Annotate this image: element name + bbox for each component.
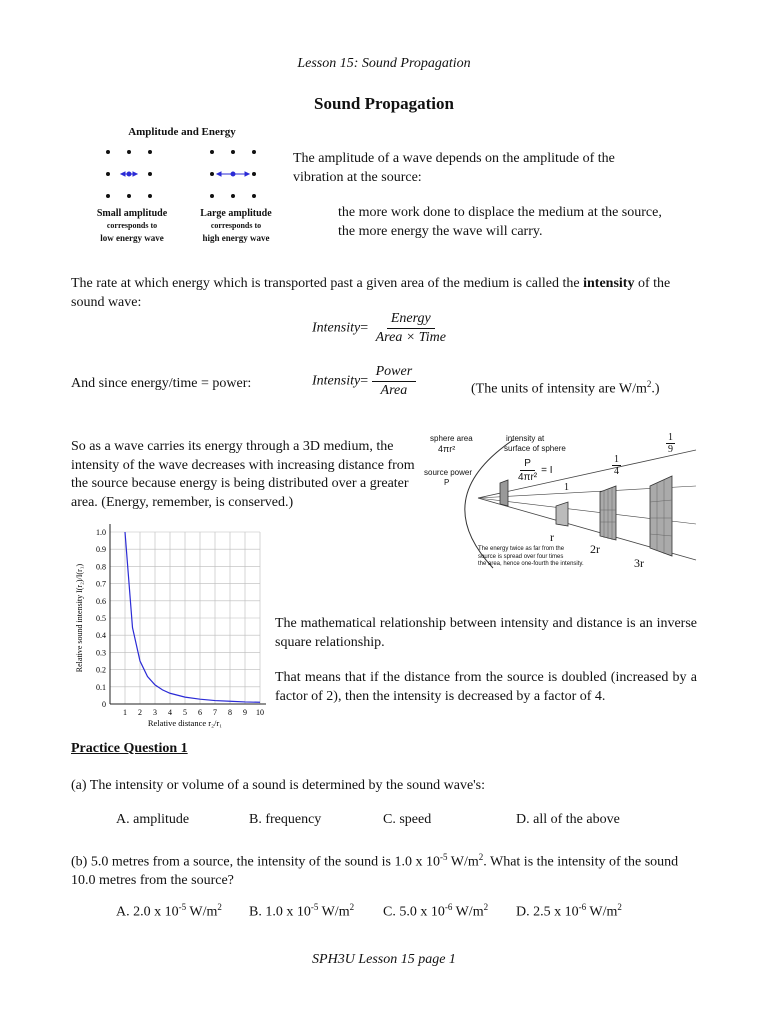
work-text: the more work done to displace the medium at the source, the more energy the wave will carry.: [338, 205, 662, 239]
y-tick-label: 0.2: [96, 665, 106, 675]
qb-option-a[interactable]: A. 2.0 x $10^{-5}$ $W/m^2$: [116, 902, 222, 920]
qa-option-d[interactable]: D. all of the above: [516, 812, 620, 827]
qb-option-b[interactable]: B. 1.0 x $10^{-5}$ $W/m^2$: [249, 902, 355, 920]
2r-label: 2r: [590, 542, 600, 556]
y-tick-label: 0.1: [96, 682, 106, 692]
y-tick-label: 0.9: [96, 545, 106, 555]
intensity-power-equation: Intensity= $\frac{\text{Power}}{\text{Area}}$: [312, 364, 416, 399]
surface-of-sphere-label: surface of sphere: [504, 444, 566, 453]
x-tick-label: 1: [123, 708, 127, 717]
y-tick-label: 0.7: [96, 579, 106, 589]
x-tick-label: 4: [168, 708, 172, 717]
amplitude-figure: [92, 126, 282, 250]
y-tick-label: 0.5: [96, 614, 106, 623]
intensity-distance-chart: [72, 520, 272, 736]
y-tick-label: 0.4: [96, 631, 106, 641]
energy-note: The energy twice as far from the source is spread over four times the area, hence one-fourth the intensity.: [478, 546, 584, 567]
practice-title: Practice Question 1: [71, 741, 188, 756]
spread-text: So as a wave carries its energy through a 3D medium, the intensity of the wave decreases with increasing distance from the source because energy is being distributed over a greater area. (Energy, remember, is conserved.): [71, 439, 415, 510]
qb-option-d[interactable]: D. 2.5 x $10^{-6}$ $W/m^2$: [516, 902, 622, 920]
x-tick-label: 9: [243, 708, 247, 717]
x-tick-label: 8: [228, 708, 232, 717]
x-axis-label: Relative distance r₂/r₁: [147, 718, 223, 728]
qa-option-a[interactable]: A. amplitude: [116, 812, 190, 827]
page-footer: SPH3U Lesson 15 page 1: [312, 952, 456, 967]
small-amplitude-caption: Small amplitude corresponds to low energy wave: [96, 208, 168, 243]
sphere-spreading-figure: [418, 428, 698, 578]
y-tick-label: 0.6: [96, 596, 106, 606]
units-note: (The units of intensity are $W/m^2$.): [471, 379, 660, 397]
page-title: Sound Propagation: [314, 94, 454, 113]
intensity-at-label: intensity at: [506, 434, 545, 443]
amplitude-figure-title: Amplitude and Energy: [128, 126, 236, 138]
3r-label: 3r: [634, 556, 644, 570]
p-label: P: [444, 478, 450, 487]
intro-text: The amplitude of a wave depends on the amplitude of the vibration at the source:: [293, 151, 615, 185]
intensity-formula: $\frac{P}{\text{4πr²}}$ = I: [518, 458, 553, 483]
qa-option-b[interactable]: B. frequency: [249, 812, 322, 827]
one-ninth-label: $\frac{1}{9}$: [668, 432, 673, 455]
intensity-energy-equation: Intensity= $\frac{\text{Energy}}{\text{Area × Time}}$: [312, 311, 446, 345]
power-text: And since energy/time = power:: [71, 376, 252, 391]
one-label: 1: [564, 482, 569, 493]
source-power-label: source power: [424, 468, 473, 477]
intensity-curve: [125, 532, 260, 702]
y-axis-label: Relative sound intensity I(r₂)/I(r₁): [75, 563, 84, 673]
qb-option-c[interactable]: C. 5.0 x $10^{-6}$ $W/m^2$: [383, 902, 489, 920]
y-tick-label: 0.8: [96, 562, 106, 572]
doubled-text: That means that if the distance from the source is doubled (increased by a factor of 2), then the intensity is decreased by a factor of 4.: [275, 670, 697, 704]
x-tick-label: 7: [213, 708, 217, 717]
y-tick-label: 1.0: [96, 528, 106, 537]
page-header: Lesson 15: Sound Propagation: [297, 56, 471, 71]
x-tick-label: 2: [138, 708, 142, 717]
qa-option-c[interactable]: C. speed: [383, 812, 432, 827]
question-b: (b) 5.0 metres from a source, the intensity of the sound is 1.0 x $10^{-5}$ $W/m^2$. What is the intensity of the sound 10.0 metres from the source?: [71, 852, 679, 889]
large-amplitude-caption: Large amplitude corresponds to high energy wave: [200, 208, 272, 243]
x-tick-label: 10: [256, 708, 264, 717]
x-tick-label: 5: [183, 708, 187, 717]
intensity-distance-plot: [72, 520, 272, 736]
x-tick-label: 3: [153, 708, 157, 717]
question-a: (a) The intensity or volume of a sound is determined by the sound wave's:: [71, 778, 486, 793]
one-quarter-label: $\frac{1}{4}$: [614, 454, 619, 477]
sphere-area-formula: 4πr²: [438, 444, 456, 454]
relationship-text: The mathematical relationship between intensity and distance is an inverse square relationship.: [275, 616, 697, 650]
y-tick-label: 0.3: [96, 648, 106, 658]
intensity-definition: The rate at which energy which is transported past a given area of the medium is called the intensity of the sound wave:: [71, 276, 671, 310]
sphere-area-label: sphere area: [430, 434, 473, 443]
x-tick-label: 6: [198, 708, 202, 717]
y-tick-label: 0: [102, 700, 106, 709]
r-label: r: [550, 530, 554, 544]
